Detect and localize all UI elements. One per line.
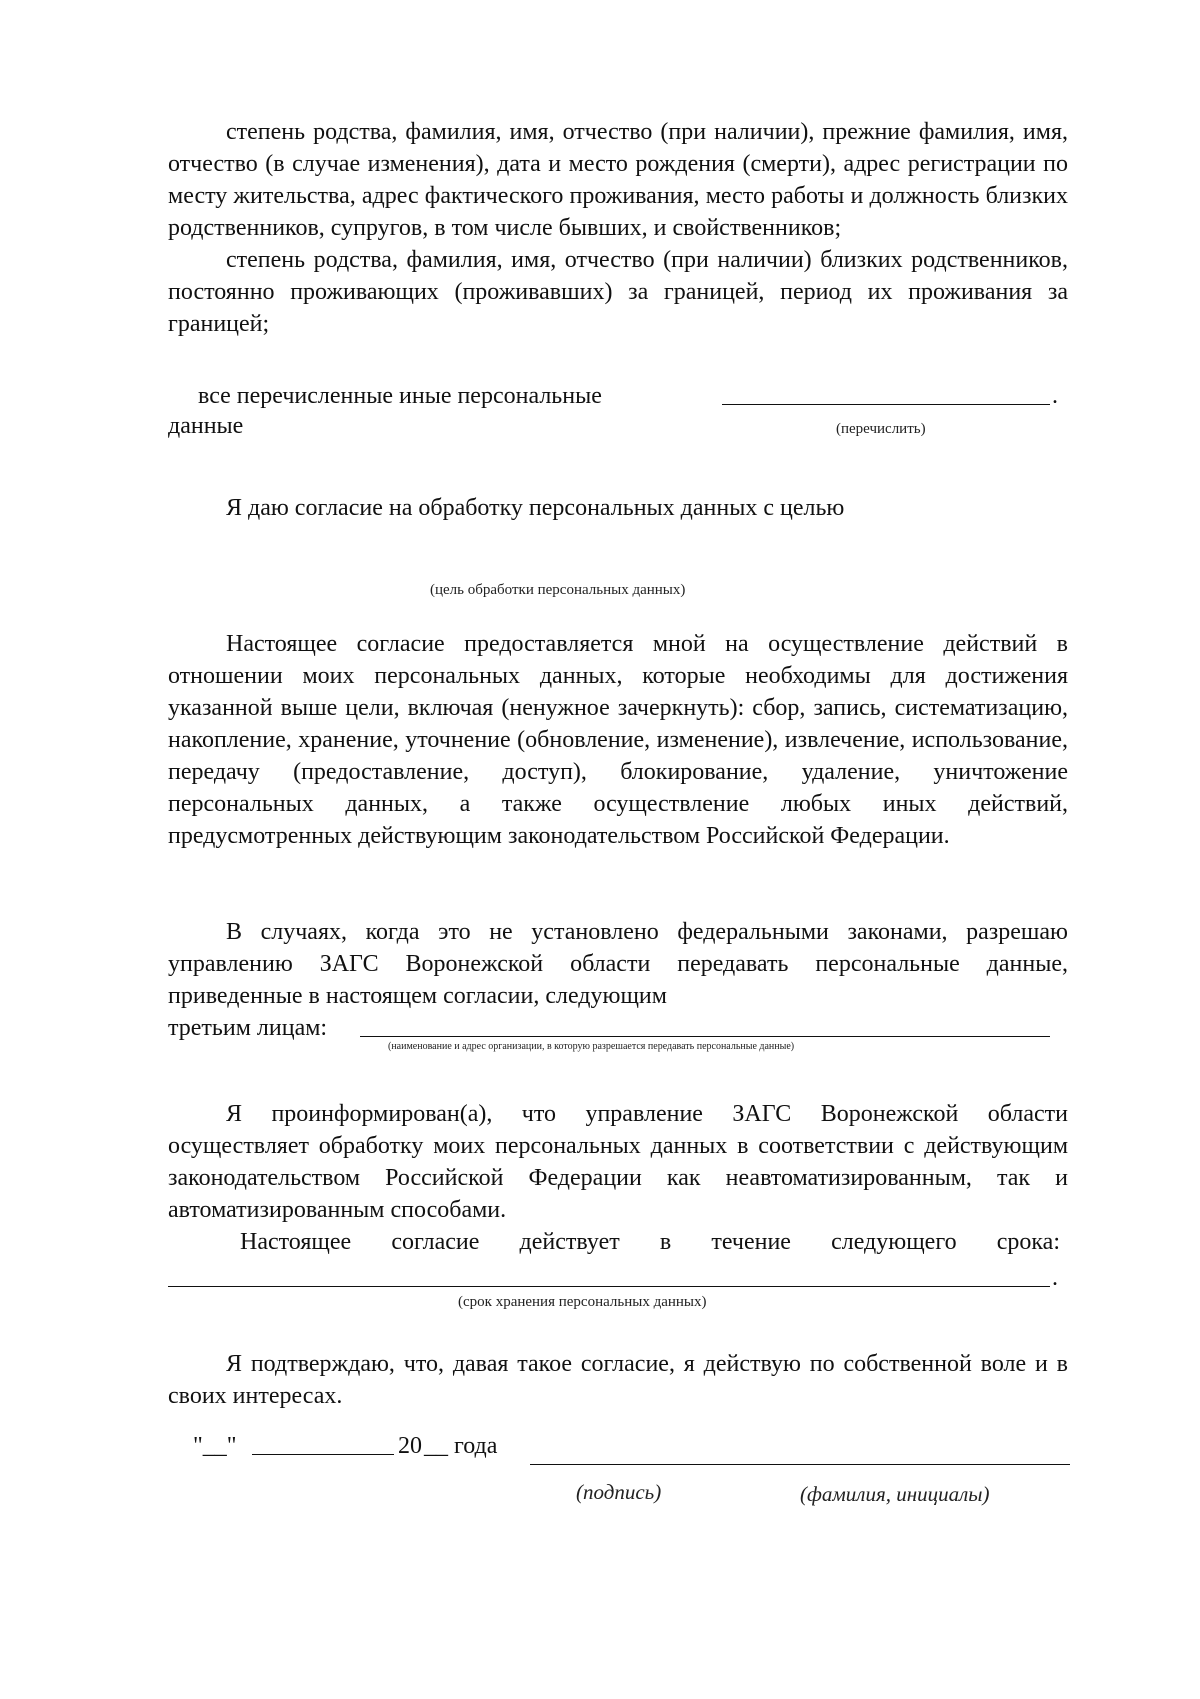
third-parties-label: третьим лицам: bbox=[168, 1015, 328, 1041]
relatives-data-block bbox=[168, 116, 1068, 340]
date-year-prefix: 20 bbox=[398, 1433, 422, 1459]
third-parties-caption: (наименование и адрес организации, в которую разрешается передавать персональные данные) bbox=[388, 1041, 795, 1052]
other-data-label: все перечисленные иные персональные bbox=[198, 383, 602, 409]
informed-block bbox=[168, 1098, 1068, 1226]
actions-paragraph: Настоящее согласие предоставляется мной на осуществление действий в отношении моих персональных данных, которые необходимы для достижения указанной выше цели, включая (ненужное зачеркнуть): сбор, запись, систематизацию, накопление, хранение, уточнение (обновление, изменение), извлечение, использование, передачу (предоставление, доступ), блокирование, удаление, уничтожение персональных данных, а также осуществление любых иных действий, предусмотренных действующим законодательством Российской Федерации. bbox=[168, 631, 1068, 849]
signature-line bbox=[530, 1464, 1070, 1465]
term-caption: (срок хранения персональных данных) bbox=[458, 1294, 707, 1310]
actions-block bbox=[168, 628, 1068, 852]
confirm-paragraph: Я подтверждаю, что, давая такое согласие, я действую по собственной воле и в своих интересах. bbox=[168, 1351, 1068, 1409]
other-data-caption: (перечислить) bbox=[836, 421, 926, 437]
period-mark: . bbox=[1052, 383, 1058, 409]
informed-paragraph: Я проинформирован(а), что управление ЗАГС Воронежской области осуществляет обработку моих персональных данных в соответствии с действующим законодательством Российской Федерации как неавтоматизированным, так и автоматизированным способами. bbox=[168, 1101, 1068, 1223]
date-month-line bbox=[252, 1454, 394, 1455]
date-year-suffix: __ года bbox=[424, 1433, 498, 1459]
confirm-block bbox=[168, 1348, 1068, 1412]
term-line bbox=[168, 1286, 1050, 1287]
signature-caption: (подпись) bbox=[576, 1480, 662, 1504]
name-caption: (фамилия, инициалы) bbox=[800, 1482, 990, 1506]
third-parties-line bbox=[360, 1036, 1050, 1037]
date-day: "__" bbox=[193, 1433, 237, 1459]
term-text: Настоящее согласие действует в течение следующего срока: bbox=[240, 1229, 1060, 1255]
third-parties-block bbox=[168, 916, 1068, 1012]
relatives-paragraph: степень родства, фамилия, имя, отчество (при наличии), прежние фамилия, имя, отчество (в случае изменения), дата и место рождения (смерти), адрес регистрации по месту жительства, адрес фактического проживания, место работы и должность близких родственников, супругов, в том числе бывших, и свойственников; bbox=[168, 119, 1068, 241]
purpose-caption: (цель обработки персональных данных) bbox=[430, 582, 686, 598]
other-data-label-end: данные bbox=[168, 413, 244, 439]
other-data-line bbox=[722, 404, 1050, 405]
period-mark-2: . bbox=[1052, 1265, 1058, 1291]
third-parties-paragraph: В случаях, когда это не установлено федеральными законами, разрешаю управлению ЗАГС Воронежской области передавать персональные данные, приведенные в настоящем согласии, следующим bbox=[168, 919, 1068, 1009]
relatives-abroad-paragraph: степень родства, фамилия, имя, отчество (при наличии) близких родственников, постоянно проживающих (проживавших) за границей, период их проживания за границей; bbox=[168, 247, 1068, 337]
purpose-text: Я даю согласие на обработку персональных данных с целью bbox=[226, 495, 845, 521]
